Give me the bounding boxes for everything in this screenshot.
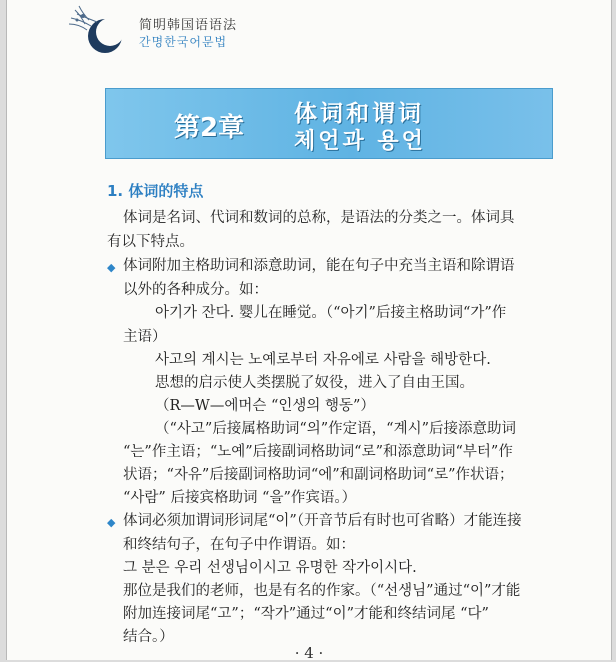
chapter-title-cn: 体词和谓词: [294, 101, 424, 127]
body-line: 以外的各种成分。如：: [123, 282, 268, 298]
book-title-cn: 简明韩国语语法: [139, 18, 238, 33]
chapter-label: 第2章: [174, 113, 245, 143]
book-title-kr: 간명한국어문법: [139, 35, 228, 49]
body-line: 和终结句子，在句子中作谓语。如：: [123, 537, 355, 553]
example-line: 사고의 계시는 노예로부터 자유에로 사람을 해방한다.: [155, 352, 491, 368]
body-line: 体词是名词、代词和数词的总称，是语法的分类之一。体词具: [123, 210, 515, 226]
section-heading: 1. 体词的特点: [107, 182, 204, 200]
body-line: 体词必须加谓词形词尾“이”（开音节后有时也可省略）才能连接: [123, 513, 522, 529]
example-line: 아기가 잔다. 婴儿在睡觉。（“아기”后接主格助词“가”作: [155, 305, 507, 321]
moon-ornament-logo: [47, 2, 137, 62]
explanation-line: “는”作主语；“노예”后接副词格助词“로”和添意助词“부터”作: [123, 444, 513, 460]
citation-line: （R—W—에머슨 “인생의 행동”）: [155, 398, 375, 414]
example-line: 那位是我们的老师，也是有名的作家。（“선생님”通过“이”才能: [123, 583, 521, 599]
body-line: 体词附加主格助词和添意助词，能在句子中充当主语和除谓语: [123, 258, 515, 274]
explanation-line: “사람” 后接宾格助词 “을”作宾语。）: [123, 490, 357, 506]
body-line: 有以下特点。: [107, 234, 194, 250]
diamond-bullet-icon: ◆: [107, 261, 116, 274]
diamond-bullet-icon: ◆: [107, 516, 116, 529]
explanation-line: （“사고”后接属格助词“의”作定语，“계시”后接添意助词: [155, 421, 517, 437]
example-line: 结合。）: [123, 629, 174, 645]
example-line: 附加连接词尾“고”；“작가”通过“이”才能和终结词尾 “다”: [123, 606, 489, 622]
chapter-banner: [105, 88, 553, 159]
explanation-line: 状语；“자유”后接副词格助词“에”和副词格助词“로”作状语；: [123, 467, 514, 483]
example-line: 思想的启示使人类摆脱了奴役，进入了自由王国。: [155, 375, 474, 391]
page-number: · 4 ·: [294, 644, 324, 662]
book-page: [6, 0, 612, 660]
example-line: 그 분은 우리 선생님이시고 유명한 작가이시다.: [123, 560, 417, 576]
chapter-title-kr: 체언과 용언: [294, 129, 426, 154]
example-line: 主语）: [123, 329, 167, 345]
